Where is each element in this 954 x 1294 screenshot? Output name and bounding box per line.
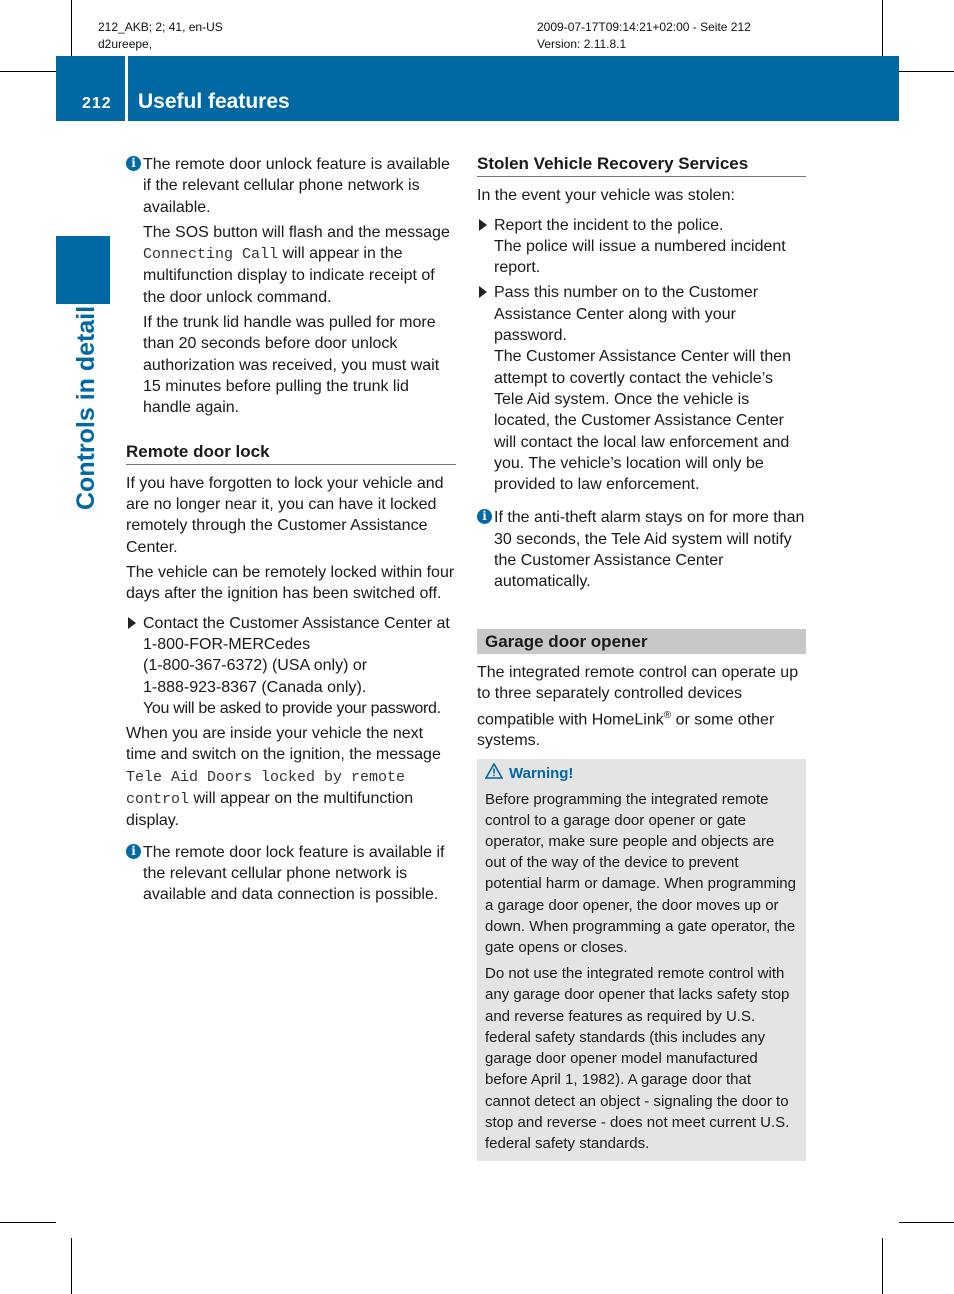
info-note	[126, 154, 456, 419]
crop-mark	[0, 71, 56, 72]
info-text: The remote door unlock feature is available if the relevant cellular phone network is available.	[143, 156, 450, 216]
bullet-text: You will be asked to provide your password.	[143, 699, 441, 717]
warning-box	[477, 759, 806, 1161]
meta-line: 2009-07-17T09:14:21+02:00 - Seite 212	[537, 20, 751, 34]
bullet-text: (1-800-367-6372) (USA only) or	[143, 657, 368, 675]
info-icon: i	[126, 156, 141, 171]
paragraph: In the event your vehicle was stolen:	[477, 187, 735, 205]
heading-stolen-vehicle: Stolen Vehicle Recovery Services	[477, 153, 806, 177]
bullet-text: The Customer Assistance Center will then attempt to covertly contact the vehicle’s Tele Aid system. Once the vehicle is located, the Customer Assistance Center will contact the local law enforcement and you. The vehicle’s location will only be provided to law enforcement.	[494, 348, 792, 494]
paragraph: The integrated remote control can operate up to three separately controlled devices compatible with HomeLink® or some other systems.	[477, 663, 799, 750]
display-message: Connecting Call	[143, 246, 279, 264]
meta-line: Version: 2.11.8.1	[537, 37, 627, 51]
bullet-text: Contact the Customer Assistance Center at 1-800-FOR-MERCedes	[143, 614, 450, 653]
bullet-text: 1-888-923-8367 (Canada only).	[143, 678, 367, 696]
bullet-item	[126, 613, 456, 719]
paragraph: The vehicle can be remotely locked within four days after the ignition has been switched off.	[126, 564, 455, 603]
crop-mark	[899, 71, 954, 72]
meta-line: d2ureepe,	[98, 37, 153, 51]
left-column	[126, 154, 456, 910]
bullet-text: Pass this number on to the Customer Assistance Center along with your password.	[494, 284, 759, 345]
chapter-label: Controls in detail	[72, 305, 100, 510]
side-tab	[56, 236, 110, 304]
crop-mark	[0, 1222, 56, 1223]
warning-text: Before programming the integrated remote control to a garage door opener or gate operator, make sure people and objects are out of the way of the device to prevent potential harm or damage. When programming a garage door opener, the door moves up or down. When programming a gate operator, the gate opens or closes.	[485, 790, 796, 957]
info-icon: i	[477, 509, 492, 524]
info-note	[477, 507, 806, 592]
bullet-item	[477, 282, 806, 495]
paragraph: If you have forgotten to lock your vehicle and are no longer near it, you can have it locked remotely through the Customer Assistance Center.	[126, 474, 444, 556]
info-text: The SOS button will flash and the message Connecting Call will appear in the multifunction display to indicate receipt of the door unlock command.	[143, 223, 450, 306]
header-divider	[125, 56, 128, 121]
info-text: If the anti-theft alarm stays on for more than 30 seconds, the Tele Aid system will notify the Customer Assistance Center automatically.	[494, 509, 805, 591]
info-text: The remote door lock feature is available if the relevant cellular phone network is available and data connection is possible.	[143, 843, 445, 904]
display-message: Tele Aid Doors locked by remote control	[126, 768, 406, 809]
crop-mark	[882, 1238, 883, 1294]
page-number: 212	[82, 95, 112, 112]
info-text: If the trunk lid handle was pulled for more than 20 seconds before door unlock authorization was received, you must wait 15 minutes before pulling the trunk lid handle again.	[143, 314, 440, 417]
crop-mark	[899, 1222, 954, 1223]
crop-mark	[71, 1238, 72, 1294]
warning-triangle-icon	[485, 763, 503, 785]
print-meta-left	[98, 19, 223, 53]
info-icon: i	[126, 844, 141, 859]
bullet-triangle-icon	[479, 219, 487, 231]
warning-title	[485, 763, 798, 784]
paragraph: When you are inside your vehicle the next time and switch on the ignition, the message Tele Aid Doors locked by remote control will appear on the multifunction display.	[126, 725, 441, 830]
bullet-triangle-icon	[128, 617, 136, 629]
bullet-text: The police will issue a numbered incident report.	[494, 237, 786, 277]
warning-title-text: Warning!	[509, 765, 574, 783]
meta-line: 212_AKB; 2; 41, en-US	[98, 20, 223, 34]
print-meta-right	[537, 19, 751, 53]
bullet-item	[477, 215, 806, 279]
right-column	[477, 143, 806, 1161]
bullet-triangle-icon	[479, 286, 487, 298]
bullet-text: Report the incident to the police.	[494, 216, 724, 234]
heading-remote-door-lock: Remote door lock	[126, 441, 456, 465]
crop-mark	[882, 0, 883, 56]
info-note	[126, 842, 456, 906]
section-title: Useful features	[138, 90, 290, 113]
heading-garage-door-opener: Garage door opener	[477, 629, 806, 654]
crop-mark	[71, 0, 72, 56]
warning-text: Do not use the integrated remote control with any garage door opener that lacks safety stop and reverse features as required by U.S. federal safety standards (this includes any garage door opener model manufactured before April 1, 1982). A garage door that cannot detect an object - signaling the door to stop and reverse - does not meet current U.S. federal safety standards.	[485, 965, 790, 1152]
